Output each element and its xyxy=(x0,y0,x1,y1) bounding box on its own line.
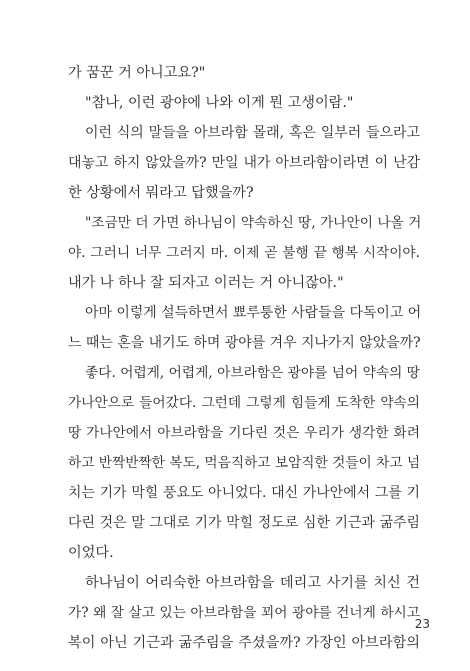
text-line: 치는 기가 막힐 풍요도 아니었다. 대신 가나안에서 그를 기 xyxy=(68,485,420,501)
text-line: 땅 가나안에서 아브라함을 기다린 것은 우리가 생각한 화려 xyxy=(68,425,420,441)
text-line: 하나님이 어리숙한 아브라함을 데리고 사기를 치신 건 xyxy=(85,575,420,591)
body-text xyxy=(68,58,420,658)
text-line: 느 때는 혼을 내기도 하며 광야를 겨우 지나가지 않았을까? xyxy=(68,335,421,351)
text-line: 복이 아닌 기근과 굶주림을 주셨을까? 가장인 아브라함의 xyxy=(68,635,420,651)
text-line: 가나안으로 들어갔다. 그런데 그렇게 힘들게 도착한 약속의 xyxy=(68,395,420,411)
text-line: 이런 식의 말들을 아브라함 몰래, 혹은 일부러 들으라고 xyxy=(85,125,420,141)
page-number: 23 xyxy=(414,617,430,631)
text-line: 좋다. 어렵게, 어렵게, 아브라함은 광야를 넘어 약속의 땅 xyxy=(85,365,420,381)
text-line: 아마 이렇게 설득하면서 뾰루퉁한 사람들을 다독이고 어 xyxy=(85,305,422,321)
text-line: 가? 왜 잘 살고 있는 아브라함을 꾀어 광야를 건너게 하시고 xyxy=(68,605,420,621)
text-line: "조금만 더 가면 하나님이 약속하신 땅, 가나안이 나올 거 xyxy=(85,215,422,231)
text-line: 야. 그러니 너무 그러지 마. 이제 곧 불행 끝 행복 시작이야. xyxy=(68,245,420,261)
text-line: 가 꿈꾼 거 아니고요?" xyxy=(68,65,206,81)
text-line: 하고 반짝반짝한 복도, 먹음직하고 보암직한 것들이 차고 넘 xyxy=(68,455,421,471)
text-line: 대놓고 하지 않았을까? 만일 내가 아브라함이라면 이 난감 xyxy=(68,155,420,171)
text-line: "참나, 이런 광야에 나와 이게 뭔 고생이람." xyxy=(85,95,354,111)
text-line: 한 상황에서 뭐라고 답했을까? xyxy=(68,185,254,201)
text-line: 이었다. xyxy=(68,545,114,561)
text-line: 다린 것은 말 그대로 기가 막힐 정도로 심한 기근과 굶주림 xyxy=(68,515,420,531)
text-line: 내가 나 하나 잘 되자고 이러는 거 아니잖아." xyxy=(68,275,344,291)
